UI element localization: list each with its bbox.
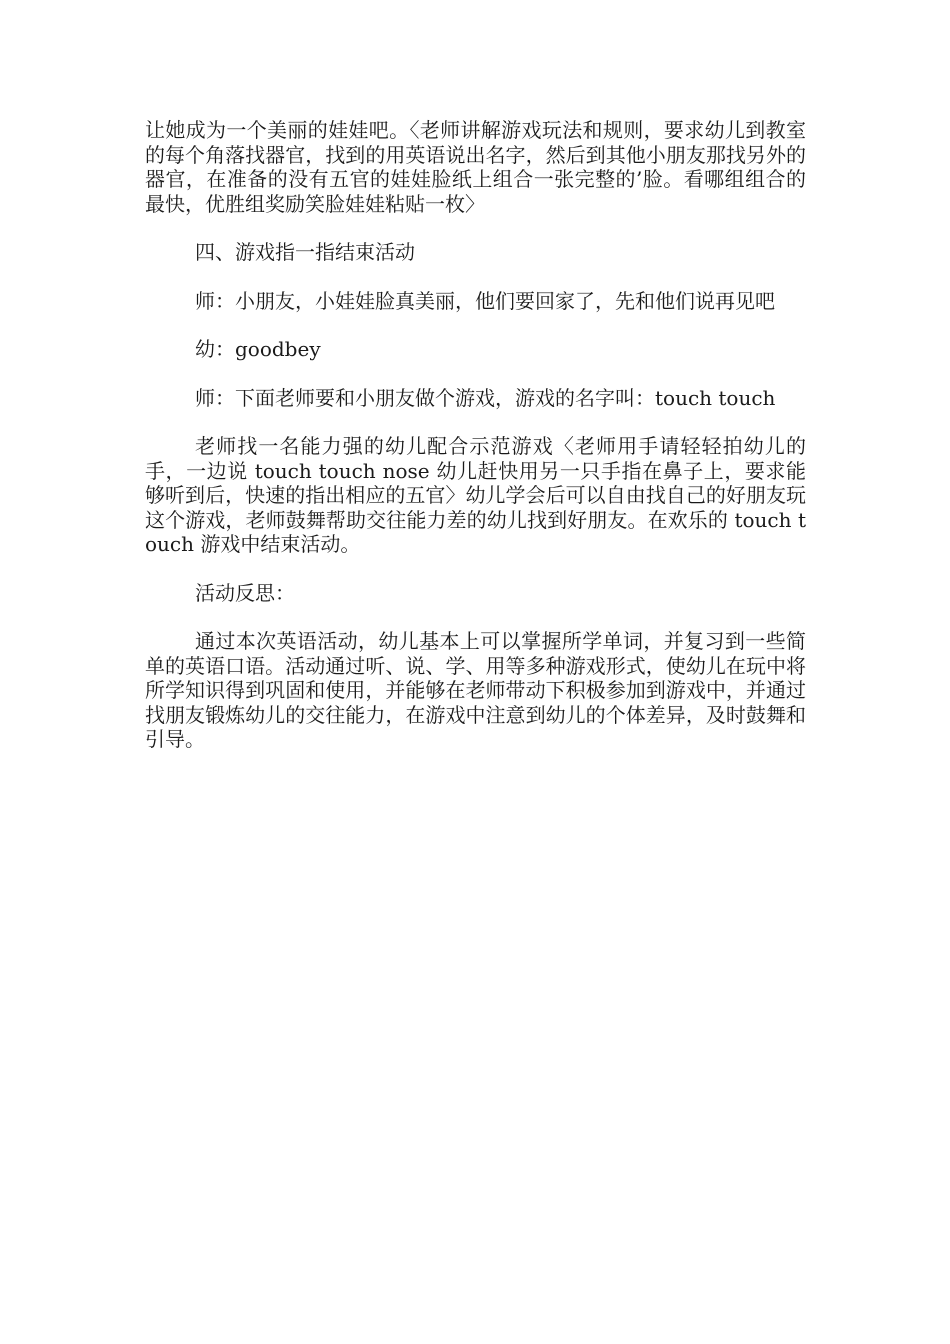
paragraph-reflection: 通过本次英语活动，幼儿基本上可以掌握所学单词，并复习到一些简单的英语口语。活动通过听、说、学、用等多种游戏形式，使幼儿在玩中将所学知识得到巩固和使用，并能够在老师带动下积极参加到游戏中，并通过找朋友锻炼幼儿的交往能力，在游戏中注意到幼儿的个体差异，及时鼓舞和引导。 (145, 629, 806, 751)
document-body (145, 118, 806, 776)
paragraph-teacher-goodbye: 师：小朋友，小娃娃脸真美丽，他们要回家了，先和他们说再见吧 (195, 288, 775, 313)
paragraph-teacher-touch-game: 师：下面老师要和小朋友做个游戏，游戏的名字叫：touch touch (195, 385, 776, 410)
section-heading-four: 四、游戏指一指结束活动 (195, 240, 415, 264)
paragraph-game-rules: 让她成为一个美丽的娃娃吧。〈老师讲解游戏玩法和规则，要求幼儿到教室的每个角落找器官，找到的用英语说出名字，然后到其他小朋友那找另外的器官，在准备的没有五官的娃娃脸纸上组合一张完整的’脸。看哪组组合的最快，优胜组奖励笑脸娃娃粘贴一枚〉 (145, 118, 806, 216)
paragraph-child-goodbye: 幼：goodbey (195, 337, 321, 361)
paragraph-game-demo: 老师找一名能力强的幼儿配合示范游戏〈老师用手请轻轻拍幼儿的手，一边说 touch touch nose 幼儿赶快用另一只手指在鼻子上，要求能够听到后，快速的指出相应的五官〉幼儿学会后可以自由找自己的好朋友玩这个游戏，老师鼓舞帮助交往能力差的幼儿找到好朋友。在欢乐的 touch touch 游戏中结束活动。 (145, 434, 806, 556)
section-heading-reflection: 活动反思： (195, 580, 295, 605)
